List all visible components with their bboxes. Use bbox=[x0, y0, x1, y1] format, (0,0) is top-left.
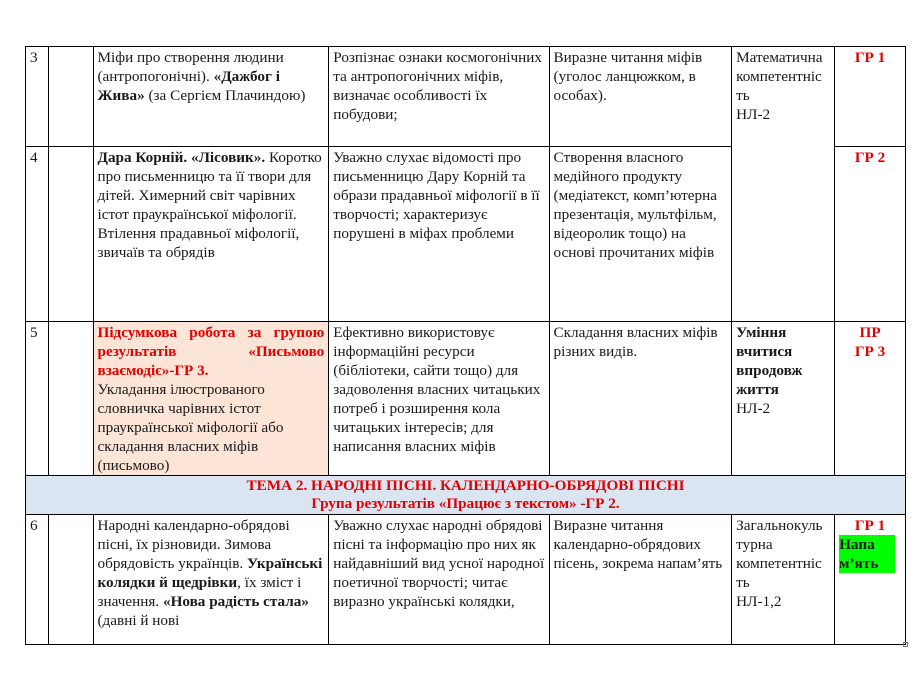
group-line: ПР bbox=[859, 324, 881, 341]
competence-line: впродовж bbox=[736, 362, 803, 379]
table-resize-handle[interactable] bbox=[903, 642, 908, 647]
group-line: ГР 1 bbox=[854, 517, 886, 534]
activity-cell: Виразне читання міфів (уголос ланцюжком, в особах). bbox=[549, 47, 732, 147]
topic-cell bbox=[93, 322, 329, 476]
competence-line: НЛ-2 bbox=[736, 106, 771, 123]
topic-cell bbox=[93, 147, 329, 322]
topic-text: , їх зміст і значення. bbox=[97, 574, 302, 610]
topic-cell bbox=[93, 515, 329, 645]
topic-text: Міфи про створення людини (антропогонічні). bbox=[97, 49, 284, 85]
competence-line: НЛ-1,2 bbox=[736, 593, 782, 610]
empty-cell bbox=[49, 47, 93, 147]
competence-cell bbox=[732, 322, 835, 476]
competence-line: компетентніс bbox=[736, 555, 822, 572]
competence-line: вчитися bbox=[736, 343, 793, 360]
results-cell: Уважно слухає відомості про письменницю Дару Корній та образи прадавньої міфології в її творчості; характеризує порушені в міфах проблеми bbox=[329, 147, 549, 322]
competence-line: Математична bbox=[736, 49, 823, 66]
competence-line: ть bbox=[736, 87, 750, 104]
topic-cell bbox=[93, 47, 329, 147]
group-cell bbox=[835, 515, 906, 645]
row-number: 3 bbox=[26, 47, 49, 147]
competence-line: Уміння bbox=[736, 324, 787, 341]
competence-line: компетентніс bbox=[736, 68, 822, 85]
section-header bbox=[26, 476, 906, 515]
results-cell: Розпізнає ознаки космогонічних та антропогонічних міфів, визначає особливості їх побудови; bbox=[329, 47, 549, 147]
topic-text: Укладання ілюстрованого словничка чарівних істот праукраїнської міфології або складання власних міфів (письмово) bbox=[97, 381, 284, 474]
topic-title: Дара Корній. «Лісовик». bbox=[97, 149, 266, 166]
topic-text: Коротко про письменницю та її твори для дітей. Химерний світ чарівних істот праукраїнської міфології. Втілення прадавньої міфології, звичаїв та обрядів bbox=[97, 149, 322, 261]
group-cell bbox=[835, 322, 906, 476]
group-cell: ГР 2 bbox=[835, 147, 906, 322]
curriculum-table bbox=[25, 46, 906, 645]
topic-text: (за Сергієм Плачиндою) bbox=[144, 87, 306, 104]
memorize-badge: Напам’ять bbox=[839, 535, 895, 573]
activity-cell: Виразне читання календарно-обрядових пісень, зокрема напам’ять bbox=[549, 515, 732, 645]
empty-cell bbox=[49, 515, 93, 645]
section-subtitle: Група результатів «Працює з текстом» -ГР 2. bbox=[311, 495, 620, 512]
row-number: 6 bbox=[26, 515, 49, 645]
competence-cell bbox=[732, 47, 835, 322]
final-work-title: Підсумкова робота за групою результатів «Письмово взаємодіє»-ГР 3. bbox=[97, 324, 325, 379]
table-row bbox=[26, 47, 906, 147]
empty-cell bbox=[49, 147, 93, 322]
topic-title: «Нова радість стала» bbox=[162, 593, 309, 610]
competence-line: НЛ-2 bbox=[736, 400, 771, 417]
activity-cell: Складання власних міфів різних видів. bbox=[549, 322, 732, 476]
activity-cell: Створення власного медійного продукту (медіатекст, комп’ютерна презентація, мультфільм, відеоролик тощо) на основі прочитаних міфів bbox=[549, 147, 732, 322]
empty-cell bbox=[49, 322, 93, 476]
topic-text: Народні календарно-обрядові пісні, їх різновиди. Зимова обрядовість українців. bbox=[97, 517, 290, 572]
table-row bbox=[26, 515, 906, 645]
table-row bbox=[26, 322, 906, 476]
topic-text: (давні й нові bbox=[97, 612, 180, 629]
section-header-row bbox=[26, 476, 906, 515]
competence-line: Загальнокуль bbox=[736, 517, 823, 534]
results-cell: Ефективно використовує інформаційні ресурси (бібліотеки, сайти тощо) для задоволення власних читацьких потреб і розширення кола читацьких інтересів; для написання власних міфів bbox=[329, 322, 549, 476]
group-cell: ГР 1 bbox=[835, 47, 906, 147]
topic-title: «Дажбог і Жива» bbox=[97, 68, 280, 104]
competence-cell bbox=[732, 515, 835, 645]
topic-title: Українські колядки й щедрівки bbox=[97, 555, 323, 591]
row-number: 4 bbox=[26, 147, 49, 322]
competence-line: ть bbox=[736, 574, 750, 591]
competence-line: турна bbox=[736, 536, 773, 553]
row-number: 5 bbox=[26, 322, 49, 476]
group-line: ГР 3 bbox=[854, 343, 886, 360]
competence-line: життя bbox=[736, 381, 779, 398]
results-cell: Уважно слухає народні обрядові пісні та інформацію про них як найдавніший вид усної народної поетичної творчості; читає виразно українські колядки, bbox=[329, 515, 549, 645]
section-title: ТЕМА 2. НАРОДНІ ПІСНІ. КАЛЕНДАРНО-ОБРЯДОВІ ПІСНІ bbox=[246, 477, 685, 494]
